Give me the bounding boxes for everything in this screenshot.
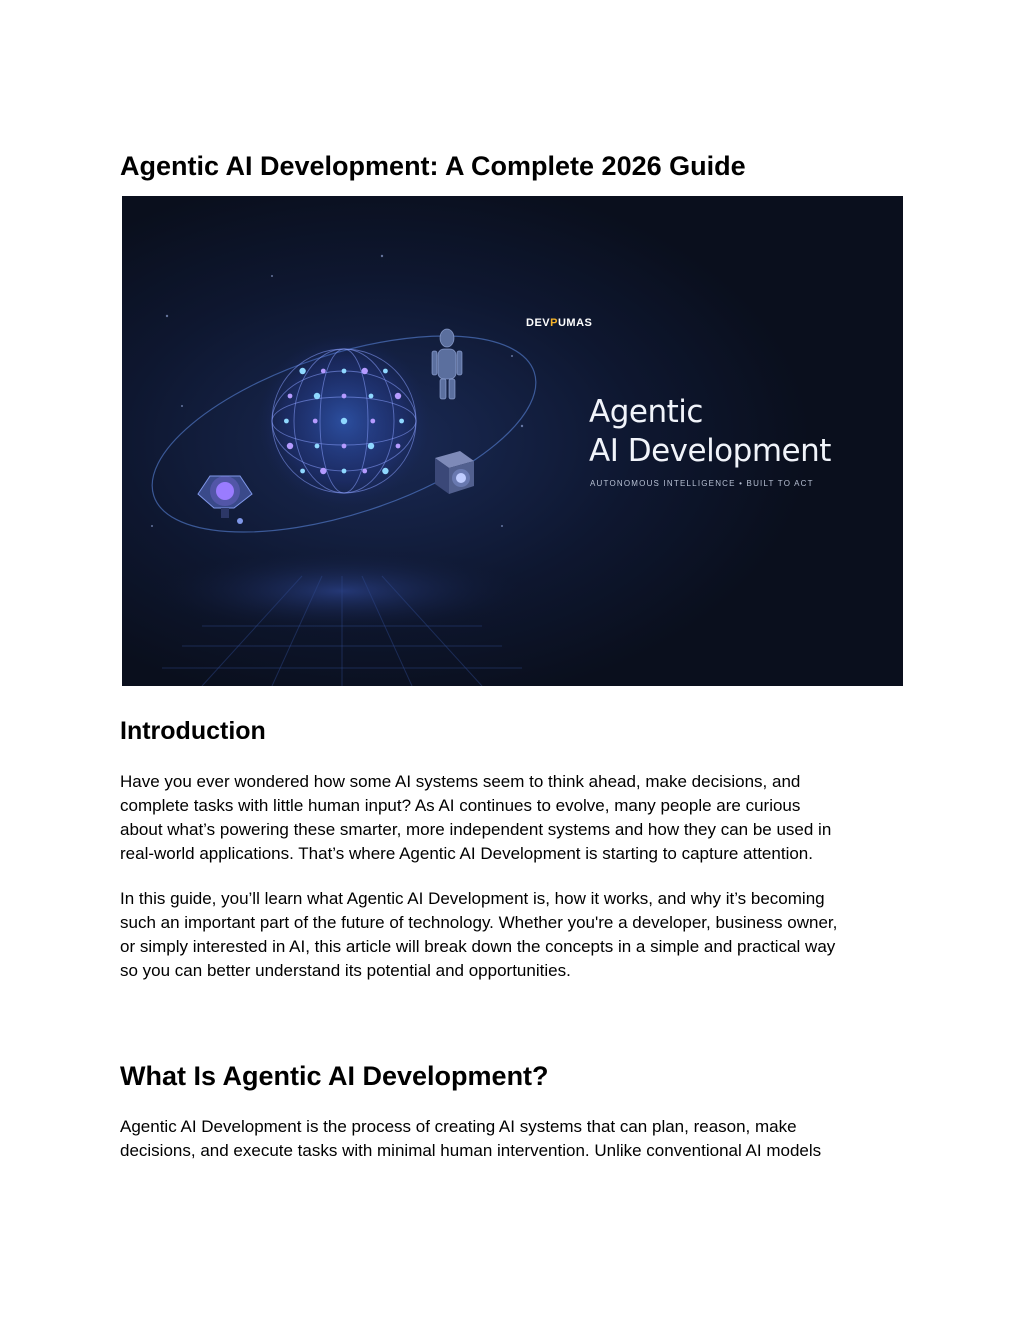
text-line: Agentic AI Development is the process of creating AI systems that can plan, reason, make bbox=[120, 1117, 797, 1136]
sphere-node bbox=[362, 469, 367, 474]
intro-paragraph-2 bbox=[120, 887, 910, 983]
intro-paragraph-1 bbox=[120, 770, 910, 866]
sphere-node bbox=[342, 444, 347, 449]
sphere-node bbox=[342, 394, 347, 399]
sphere-node bbox=[315, 444, 320, 449]
sphere-node bbox=[320, 468, 326, 474]
text-line: so you can better understand its potential and opportunities. bbox=[120, 961, 571, 980]
text-line: such an important part of the future of technology. Whether you're a developer, business owner, bbox=[120, 913, 838, 932]
sphere-node bbox=[284, 419, 289, 424]
sphere-node bbox=[383, 369, 388, 374]
sphere-node bbox=[287, 443, 293, 449]
sphere-node bbox=[288, 394, 293, 399]
sphere-node bbox=[362, 368, 368, 374]
text-line: decisions, and execute tasks with minimal human intervention. Unlike conventional AI models bbox=[120, 1141, 822, 1160]
sphere-node bbox=[300, 469, 305, 474]
page-title: Agentic AI Development: A Complete 2026 Guide bbox=[120, 151, 746, 181]
text-line: Have you ever wondered how some AI systems seem to think ahead, make decisions, and bbox=[120, 772, 801, 791]
sphere-node bbox=[341, 418, 347, 424]
sphere-node bbox=[370, 419, 375, 424]
sphere-node bbox=[382, 468, 388, 474]
what-is-paragraph-1 bbox=[120, 1115, 910, 1163]
sphere-node bbox=[313, 419, 318, 424]
text-line: In this guide, you’ll learn what Agentic AI Development is, how it works, and why it’s becoming bbox=[120, 889, 825, 908]
sphere-node bbox=[399, 419, 404, 424]
section-heading-what-is: What Is Agentic AI Development? bbox=[120, 1061, 549, 1091]
text-line: real-world applications. That’s where Agentic AI Development is starting to capture attention. bbox=[120, 844, 813, 863]
sphere-node bbox=[321, 369, 326, 374]
cube-device-graphic bbox=[435, 451, 474, 494]
sphere-node bbox=[342, 469, 347, 474]
text-line: or simply interested in AI, this article will break down the concepts in a simple and practical way bbox=[120, 937, 836, 956]
hero-title-line1: Agentic bbox=[589, 394, 703, 430]
sphere-node bbox=[299, 368, 305, 374]
sphere-node bbox=[369, 394, 374, 399]
section-heading-introduction: Introduction bbox=[120, 717, 266, 745]
text-line: complete tasks with little human input? As AI continues to evolve, many people are curious bbox=[120, 796, 801, 815]
sphere-node bbox=[395, 393, 401, 399]
sphere-node bbox=[396, 444, 401, 449]
text-line: about what’s powering these smarter, more independent systems and how they can be used in bbox=[120, 820, 832, 839]
sphere-node bbox=[368, 443, 374, 449]
hero-image bbox=[122, 196, 903, 686]
sphere-node bbox=[314, 393, 320, 399]
hero-title-line2: AI Development bbox=[589, 433, 831, 469]
hero-tagline: AUTONOMOUS INTELLIGENCE • BUILT TO ACT bbox=[590, 479, 814, 488]
sphere-node bbox=[342, 369, 347, 374]
hero-brand-logo: DEVPUMAS bbox=[526, 317, 593, 329]
